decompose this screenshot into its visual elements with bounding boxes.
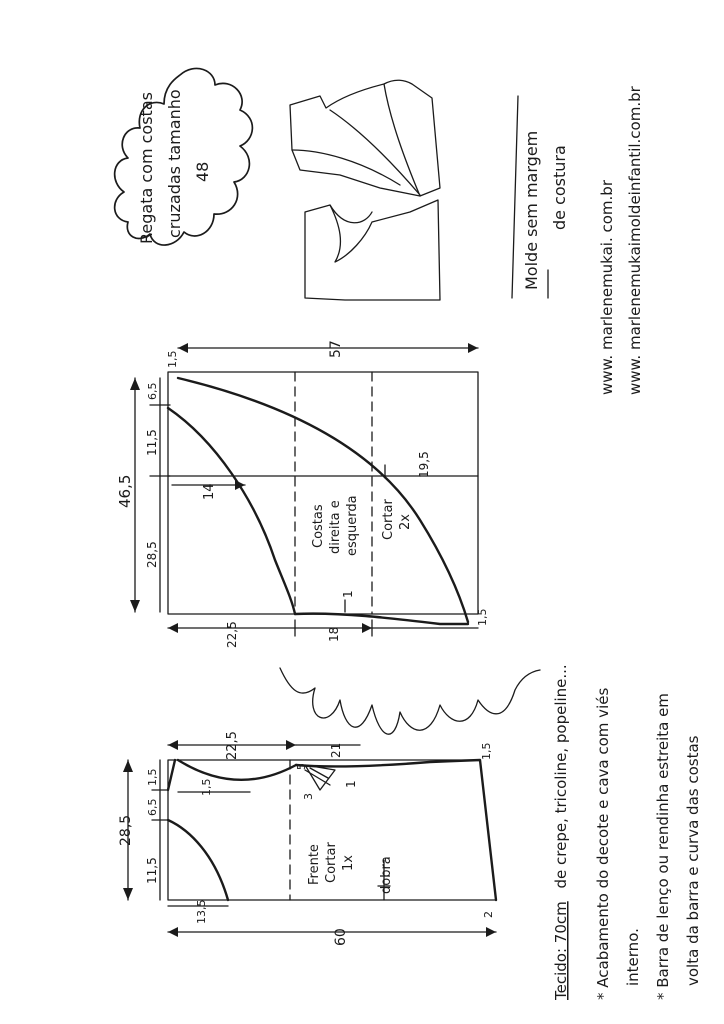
back-dim-115: 11,5 [145, 429, 159, 456]
seam-allowance-note [512, 96, 569, 298]
back-dim-top-small: 1,5 [166, 350, 179, 368]
cloud-title-line3: 48 [193, 161, 212, 182]
front-shoulder [168, 760, 175, 790]
back-dim-65: 6,5 [146, 382, 159, 400]
note-line1: Molde sem margem [522, 130, 541, 290]
signature-scribble [280, 668, 540, 734]
front-neckline [168, 820, 228, 900]
signature [280, 668, 540, 760]
front-label-1: Frente [307, 844, 322, 885]
front-pattern [118, 731, 496, 946]
sketch-front-view [305, 200, 440, 300]
back-label-1: Costas [311, 504, 326, 548]
cloud-title-line2: cruzadas tamanho [165, 89, 184, 238]
back-dim-corner: 1,5 [476, 608, 489, 626]
arrow-head [130, 600, 140, 612]
sketch-back-cross1 [330, 110, 420, 195]
finish-note-cont: interno. [624, 928, 642, 986]
signature-text: Marlene Mukai [520, 679, 533, 760]
website-2[interactable]: www. marlenemukaimoldeinfantil.com.br [626, 86, 644, 395]
front-dim-hem1: 1 [344, 780, 358, 788]
svg-text:Tecido: 70cm de crepe, [552, 664, 570, 1001]
arrow-head [178, 343, 188, 353]
front-dim-5: 5 [295, 763, 308, 770]
arrow-head [286, 740, 296, 750]
front-label-2: Cortar [324, 842, 339, 883]
arrow-head [130, 378, 140, 390]
back-dim-14: 14 [202, 483, 217, 500]
back-pattern [116, 340, 489, 648]
back-dim-18: 18 [327, 626, 341, 642]
hem-note-cont: volta da barra e curva das costas [684, 735, 702, 986]
website-1[interactable]: www. marlenemukai. com.br [598, 180, 616, 395]
back-dim-hem-rise: 1 [341, 590, 355, 598]
note-line2: de costura [550, 145, 569, 230]
arrow-head [235, 480, 245, 490]
front-armhole [178, 760, 296, 780]
front-dim-corner: 1,5 [480, 742, 493, 760]
back-label-2: direita e [328, 500, 343, 554]
front-dim-21: 21 [329, 742, 343, 758]
back-dim-285: 28,5 [145, 541, 159, 568]
cloud-title-line1: Regata com costas [137, 92, 156, 244]
back-inner-curve [168, 408, 295, 614]
back-label-3: esquerda [345, 495, 360, 556]
arrow-head [123, 888, 133, 900]
front-dim-65: 6,5 [146, 798, 159, 816]
arrow-head [486, 927, 496, 937]
front-dim-285: 28,5 [118, 814, 134, 846]
back-cut-1: Cortar [381, 499, 396, 540]
front-fold: dobra [379, 856, 394, 894]
back-dim-225: 22,5 [225, 621, 239, 648]
fabric-label: Tecido: 70cm [552, 901, 570, 1000]
back-cut-2: 2x [398, 514, 413, 530]
note-bracket-left [512, 96, 518, 298]
front-dim-shoulder2: 1,5 [200, 778, 213, 796]
arrow-head [168, 623, 178, 633]
front-dim-135: 13,5 [195, 899, 208, 924]
back-dim-465: 46,5 [116, 474, 134, 508]
arrow-head [168, 740, 178, 750]
hatch [310, 768, 328, 778]
title-cloud [115, 68, 253, 245]
fabric-types: de crepe, tricoline, popeline... [552, 664, 570, 889]
arrow-head [168, 927, 178, 937]
front-dart [305, 765, 335, 790]
websites [598, 179, 616, 395]
arrow-head [468, 343, 478, 353]
front-dim-60: 60 [333, 928, 349, 946]
fabric-notes [552, 664, 702, 1001]
hem-note: * Barra de lenço ou rendinha estreita em [654, 693, 672, 1000]
finish-note: * Acabamento do decote e cava com viés [594, 687, 612, 1000]
back-hem [295, 614, 468, 624]
front-dim-115: 11,5 [145, 857, 159, 884]
back-dim-57: 57 [328, 340, 344, 358]
back-outer-curve [178, 378, 468, 622]
front-dim-shoulder1: 1,5 [146, 768, 159, 786]
garment-sketch [290, 80, 440, 300]
front-dim-2: 2 [482, 911, 495, 918]
front-label-3: 1x [341, 855, 356, 871]
arrow-head [123, 760, 133, 772]
back-dim-195: 19,5 [417, 451, 431, 478]
front-dim-3: 3 [302, 793, 315, 800]
front-dim-225: 22,5 [225, 731, 240, 760]
arrow-head [362, 623, 372, 633]
